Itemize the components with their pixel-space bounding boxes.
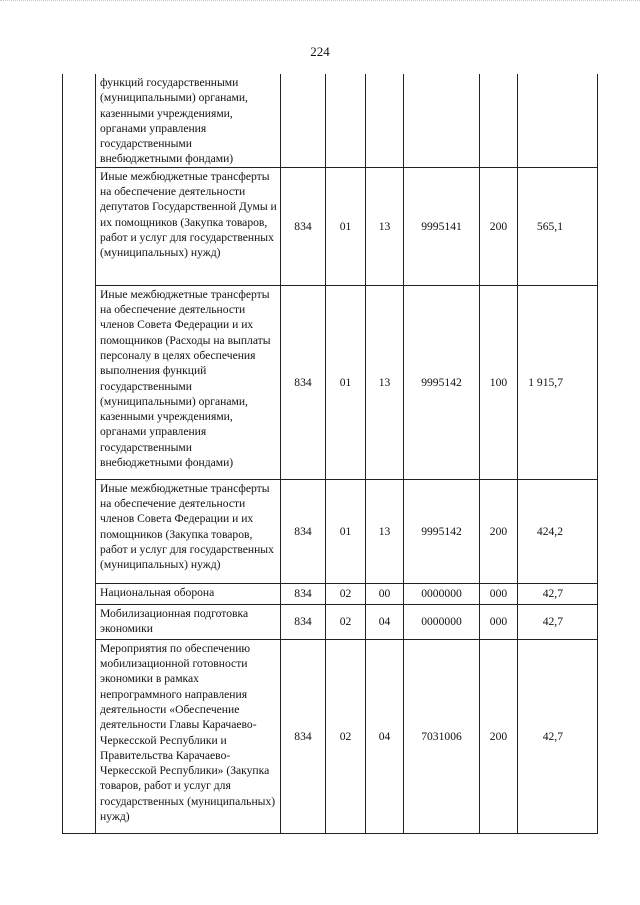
ministry-cell (281, 74, 326, 167)
table-row (63, 285, 598, 479)
table-row (63, 583, 598, 604)
section-cell: 02 (326, 604, 366, 639)
section-cell: 02 (326, 583, 366, 604)
target-article-cell: 7031006 (404, 639, 480, 833)
description-cell: Иные межбюджетные трансферты на обеспечение деятельности членов Совета Федерации и их помощников (Расходы на выплаты персоналу в целях обеспечения выполнения функций государственными (муниципальными) органами, казенными учреждениями, органами управления государственными внебюджетными фондами) (96, 285, 281, 479)
section-cell: 01 (326, 285, 366, 479)
target-article-cell: 0000000 (404, 604, 480, 639)
table-row (63, 604, 598, 639)
expense-type-cell: 200 (480, 167, 518, 285)
ministry-cell: 834 (281, 167, 326, 285)
row-number-cell (63, 167, 96, 285)
amount-cell: 1 915,7 (518, 285, 598, 479)
ministry-cell: 834 (281, 583, 326, 604)
row-number-cell (63, 285, 96, 479)
section-cell: 01 (326, 167, 366, 285)
target-article-cell: 9995142 (404, 285, 480, 479)
amount-cell: 424,2 (518, 479, 598, 583)
table-row (63, 479, 598, 583)
amount-cell (518, 74, 598, 167)
description-cell: Мобилизационная подготовка экономики (96, 604, 281, 639)
expense-type-cell: 100 (480, 285, 518, 479)
subsection-cell: 13 (366, 167, 404, 285)
subsection-cell: 13 (366, 285, 404, 479)
budget-table (62, 74, 598, 834)
row-number-cell (63, 74, 96, 167)
section-cell: 02 (326, 639, 366, 833)
amount-cell: 42,7 (518, 604, 598, 639)
ministry-cell: 834 (281, 285, 326, 479)
subsection-cell: 13 (366, 479, 404, 583)
table-row (63, 639, 598, 833)
target-article-cell (404, 74, 480, 167)
description-cell: функций государственными (муниципальными) органами, казенными учреждениями, органами управления государственными внебюджетными фондами) (96, 74, 281, 167)
ministry-cell: 834 (281, 604, 326, 639)
ministry-cell: 834 (281, 479, 326, 583)
subsection-cell (366, 74, 404, 167)
description-cell: Иные межбюджетные трансферты на обеспечение деятельности членов Совета Федерации и их помощников (Закупка товаров, работ и услуг для государственных (муниципальных) нужд) (96, 479, 281, 583)
section-cell: 01 (326, 479, 366, 583)
target-article-cell: 9995141 (404, 167, 480, 285)
scan-edge (0, 0, 640, 4)
amount-cell: 565,1 (518, 167, 598, 285)
amount-cell: 42,7 (518, 583, 598, 604)
subsection-cell: 04 (366, 639, 404, 833)
expense-type-cell: 200 (480, 639, 518, 833)
budget-table-container (62, 74, 597, 830)
table-row (63, 74, 598, 167)
description-cell: Мероприятия по обеспечению мобилизационной готовности экономики в рамках непрограммного направления деятельности «Обеспечение деятельности Главы Карачаево-Черкесской Республики и Правительства Карачаево-Черкесской Республики» (Закупка товаров, работ и услуг для государственных (муниципальных) нужд) (96, 639, 281, 833)
ministry-cell: 834 (281, 639, 326, 833)
row-number-cell (63, 639, 96, 833)
expense-type-cell: 000 (480, 604, 518, 639)
row-number-cell (63, 583, 96, 604)
expense-type-cell: 200 (480, 479, 518, 583)
row-number-cell (63, 479, 96, 583)
target-article-cell: 9995142 (404, 479, 480, 583)
description-cell: Иные межбюджетные трансферты на обеспечение деятельности депутатов Государственной Думы и их помощников (Закупка товаров, работ и услуг для государственных (муниципальных) нужд) (96, 167, 281, 285)
section-cell (326, 74, 366, 167)
subsection-cell: 00 (366, 583, 404, 604)
target-article-cell: 0000000 (404, 583, 480, 604)
description-cell: Национальная оборона (96, 583, 281, 604)
expense-type-cell: 000 (480, 583, 518, 604)
table-row (63, 167, 598, 285)
expense-type-cell (480, 74, 518, 167)
row-number-cell (63, 604, 96, 639)
subsection-cell: 04 (366, 604, 404, 639)
page-number: 224 (310, 44, 330, 59)
amount-cell: 42,7 (518, 639, 598, 833)
